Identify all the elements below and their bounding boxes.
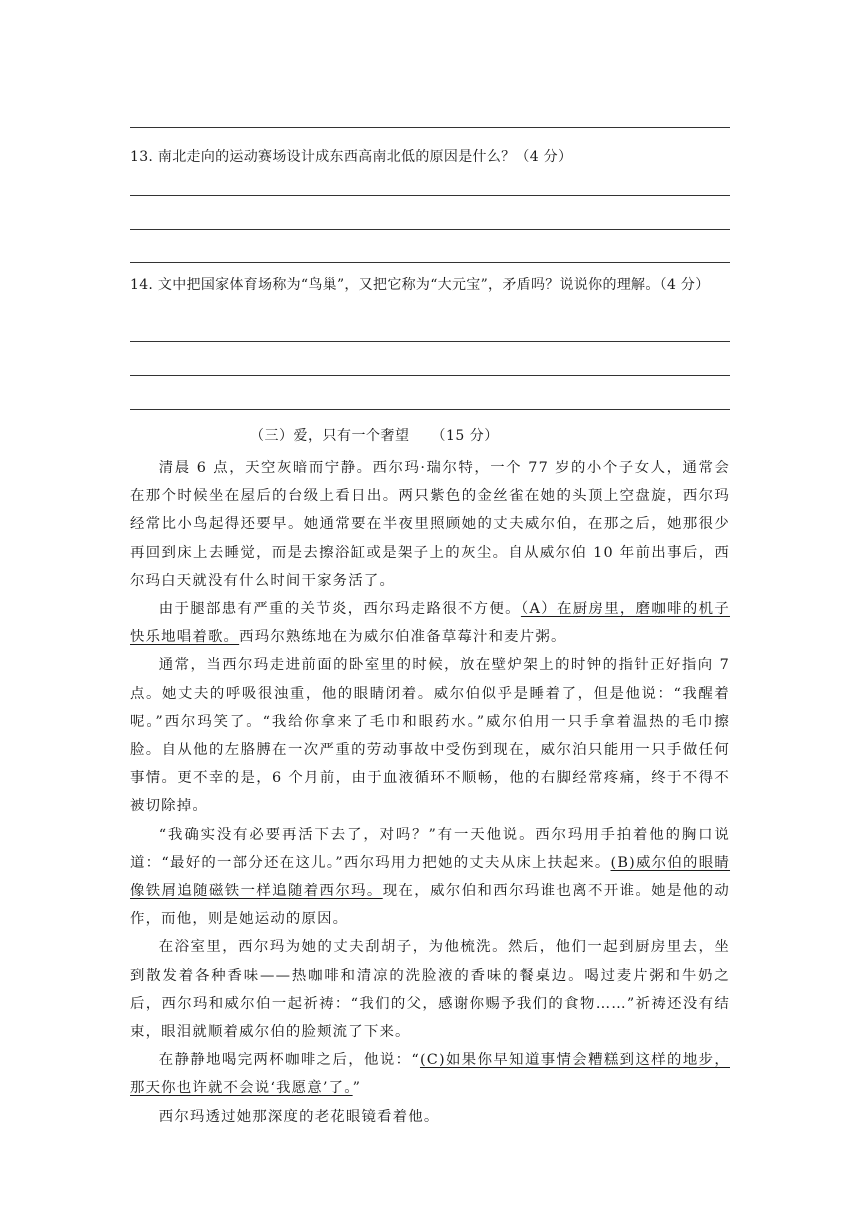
section-title: （三）爱，只有一个奢望 （15 分） [250, 428, 499, 444]
answer-line [130, 229, 730, 230]
paragraph: 通常，当西尔玛走进前面的卧室里的时候，放在壁炉架上的时钟的指针正好指向 7 点。她丈夫的呼吸很浊重，他的眼睛闭着。威尔伯似乎是睡着了，但是他说：“我醒着呢。”西尔玛笑了。“我给你拿来了毛巾和眼药水。”威尔伯用一只手拿着温热的毛巾擦脸。自从他的左胳膊在一次严重的劳动事故中受伤到现在，威尔泊只能用一只手做任何事情。更不幸的是，6 个月前，由于血液循环不顺畅，他的右脚经常疼痛，终于不得不被切除掉。 [130, 657, 730, 815]
sentence: “我确实没有必要再活下去了，对吗？”有一天他说。西尔玛用手拍着他的胸口说道：“最好的一部分还在这儿。”西尔玛用力把她的丈夫从床上扶起来。 [130, 826, 730, 871]
answer-line [130, 195, 730, 196]
question-14: 14. 文中把国家体育场称为“鸟巢”，又把它称为“大元宝”，矛盾吗？说说你的理解。（4 分） [130, 277, 710, 293]
paragraph: 在浴室里，西尔玛为她的丈夫刮胡子，为他梳洗。然后，他们一起到厨房里去，坐到散发着各种香味——热咖啡和清凉的洗脸液的香味的餐桌边。喝过麦片粥和牛奶之后，西尔玛和威尔伯一起祈祷：“我们的父，感谢你赐予我们的食物……”祈祷还没有结束，眼泪就顺着威尔伯的脸颊流了下来。 [130, 939, 730, 1041]
answer-line [130, 375, 730, 376]
paragraph: 清晨 6 点，天空灰暗而宁静。西尔玛·瑞尔特，一个 77 岁的小个子女人，通常会在那个时候坐在屋后的台级上看日出。两只紫色的金丝雀在她的头顶上空盘旋，西尔玛经常比小鸟起得还要早。她通常要在半夜里照顾她的丈夫威尔伯，在那之后，她那很少再回到床上去睡觉，而是去擦浴缸或是架子上的灰尘。自从威尔伯 10 年前出事后，西尔玛白天就没有什么时间干家务活了。 [130, 460, 730, 589]
underlined-sentence-a: （A）在厨房里，磨咖啡的机子快乐地唱着歌。 [130, 601, 730, 646]
answer-line [130, 127, 730, 128]
answer-line [130, 341, 730, 342]
paragraph [130, 595, 730, 651]
paragraph [130, 821, 730, 934]
sentence: 现在，威尔伯和西尔玛谁也离不开谁。她是他的动作，而他，则是她运动的原因。 [130, 883, 730, 928]
sentence: 在静静地喝完两杯咖啡之后，他说：“ [158, 1052, 420, 1069]
article-body [130, 454, 730, 1131]
answer-line [130, 409, 730, 410]
answer-line [130, 262, 730, 263]
sentence: ” [352, 1080, 362, 1097]
paragraph [130, 1046, 730, 1102]
sentence: 由于腿部患有严重的关节炎，西尔玛走路很不方便。 [158, 601, 521, 618]
paragraph: 西尔玛透过她那深度的老花眼镜看着他。 [158, 1108, 440, 1125]
sentence: 西玛尔熟练地在为威尔伯准备草莓汁和麦片粥。 [239, 629, 567, 646]
question-13: 13. 南北走向的运动赛场设计成东西高南北低的原因是什么？（4 分） [130, 149, 573, 165]
underlined-sentence-c: (C)如果你早知道事情会糟糕到这样的地步，那天你也许就不会说‘我愿意’了。 [130, 1052, 730, 1097]
underlined-sentence-b: (B)威尔伯的眼睛像铁屑追随磁铁一样追随着西尔玛。 [130, 854, 731, 900]
